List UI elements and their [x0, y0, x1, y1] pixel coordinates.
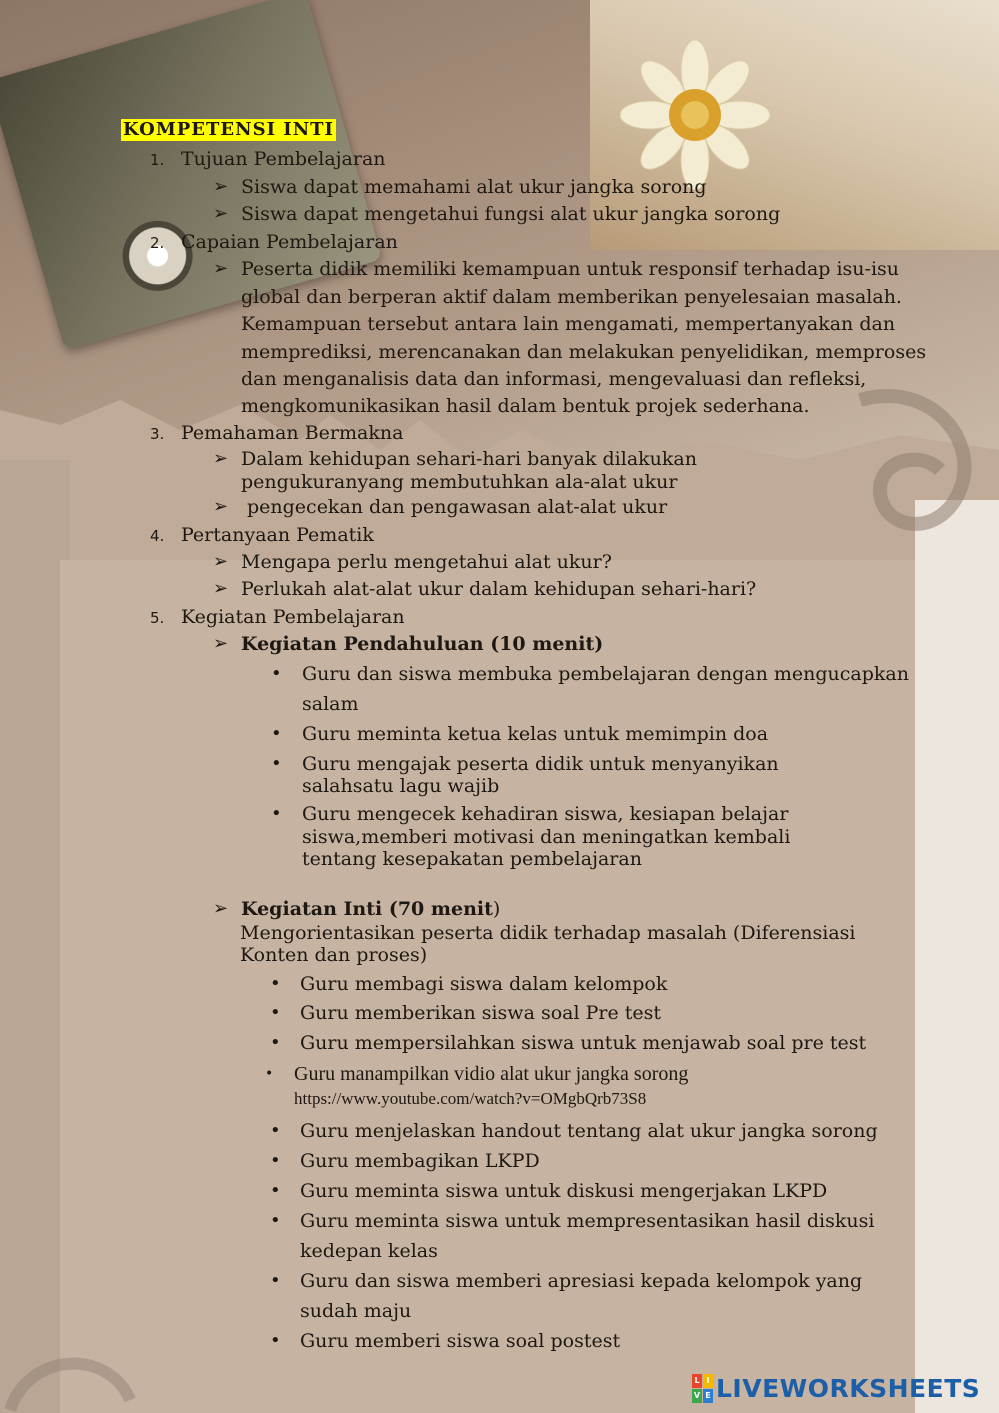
arrow-bullet-icon: ➢	[213, 448, 229, 469]
subsection-title-text: Kegiatan Inti (70 menit	[241, 898, 493, 920]
section-heading: KOMPETENSI INTI	[123, 119, 334, 140]
section-title: Capaian Pembelajaran	[181, 231, 398, 253]
list-item: Guru meminta siswa untuk diskusi mengerjakan LKPD	[300, 1180, 828, 1202]
section-number: 1.	[150, 151, 165, 169]
liveworksheets-logo[interactable]	[692, 1373, 980, 1403]
list-item: tentang kesepakatan pembelajaran	[302, 848, 642, 870]
intro-line: Konten dan proses)	[240, 944, 428, 966]
list-item: Siswa dapat memahami alat ukur jangka sorong	[241, 176, 707, 198]
bullet-icon: •	[270, 1002, 281, 1023]
bullet-icon: •	[270, 1330, 281, 1351]
logo-letter: I	[703, 1374, 713, 1388]
logo-letter: L	[692, 1374, 702, 1388]
section-title: Tujuan Pembelajaran	[181, 148, 386, 170]
list-item: Guru membagikan LKPD	[300, 1150, 540, 1172]
video-link[interactable]: https://www.youtube.com/watch?v=OMgbQrb73S8	[294, 1089, 647, 1108]
section-title: Pertanyaan Pematik	[181, 524, 374, 546]
list-item: Guru membagi siswa dalam kelompok	[300, 973, 668, 995]
list-item: Siswa dapat mengetahui fungsi alat ukur jangka sorong	[241, 203, 781, 225]
list-item: Guru memberikan siswa soal Pre test	[300, 1002, 661, 1024]
bullet-icon: •	[271, 723, 282, 744]
paragraph-line: Peserta didik memiliki kemampuan untuk responsif terhadap isu-isu	[241, 258, 900, 280]
bullet-icon: •	[270, 1120, 281, 1141]
list-item: Guru dan siswa membuka pembelajaran dengan mengucapkan	[302, 663, 909, 685]
arrow-bullet-icon: ➢	[213, 258, 229, 279]
logo-text: LIVEWORKSHEETS	[716, 1373, 981, 1403]
bullet-icon: •	[270, 1150, 281, 1171]
list-item: pengukuranyang membutuhkan ala-alat ukur	[241, 471, 678, 493]
list-item: siswa,memberi motivasi dan meningatkan kembali	[302, 826, 791, 848]
list-item: Dalam kehidupan sehari-hari banyak dilakukan	[241, 448, 697, 470]
list-item: sudah maju	[300, 1300, 412, 1322]
list-item: kedepan kelas	[300, 1240, 438, 1262]
bullet-icon: •	[270, 1270, 281, 1291]
bullet-icon: •	[271, 803, 282, 824]
list-item: Perlukah alat-alat ukur dalam kehidupan sehari-hari?	[241, 578, 757, 600]
list-item: Guru manampilkan vidio alat ukur jangka sorong	[294, 1063, 689, 1085]
arrow-bullet-icon: ➢	[213, 633, 229, 654]
arrow-bullet-icon: ➢	[213, 551, 229, 572]
bullet-icon: •	[270, 1210, 281, 1231]
list-item: Guru mengecek kehadiran siswa, kesiapan belajar	[302, 803, 789, 825]
paragraph-line: memprediksi, merencanakan dan melakukan penyelidikan, memproses	[241, 341, 927, 363]
list-item: Guru mengajak peserta didik untuk menyanyikan	[302, 753, 779, 775]
bullet-icon: •	[270, 973, 281, 994]
bullet-icon: •	[271, 663, 282, 684]
section-title: Kegiatan Pembelajaran	[181, 606, 405, 628]
bullet-icon: •	[271, 753, 282, 774]
subsection-title	[241, 898, 500, 920]
arrow-bullet-icon: ➢	[213, 203, 229, 224]
arrow-bullet-icon: ➢	[213, 496, 229, 517]
list-item: Guru mempersilahkan siswa untuk menjawab soal pre test	[300, 1032, 867, 1054]
list-item: salahsatu lagu wajib	[302, 775, 500, 797]
bullet-icon: •	[270, 1032, 281, 1053]
list-item: Guru dan siswa memberi apresiasi kepada kelompok yang	[300, 1270, 863, 1292]
logo-mark-icon	[692, 1374, 713, 1403]
list-item: Mengapa perlu mengetahui alat ukur?	[241, 551, 612, 573]
paragraph-line: mengkomunikasikan hasil dalam bentuk projek sederhana.	[241, 395, 810, 417]
list-item: Guru meminta siswa untuk mempresentasikan hasil diskusi	[300, 1210, 875, 1232]
list-item: pengecekan dan pengawasan alat-alat ukur	[247, 496, 668, 518]
section-title: Pemahaman Bermakna	[181, 422, 404, 444]
bullet-icon: •	[265, 1066, 274, 1082]
paragraph-line: dan menganalisis data dan informasi, mengevaluasi dan refleksi,	[241, 368, 867, 390]
arrow-bullet-icon: ➢	[213, 898, 229, 919]
arrow-bullet-icon: ➢	[213, 578, 229, 599]
paragraph-line: Kemampuan tersebut antara lain mengamati, mempertanyakan dan	[241, 313, 896, 335]
list-item: Guru menjelaskan handout tentang alat ukur jangka sorong	[300, 1120, 878, 1142]
section-number: 2.	[150, 234, 165, 252]
list-item: Guru memberi siswa soal postest	[300, 1330, 621, 1352]
section-number: 5.	[150, 609, 165, 627]
list-item: Guru meminta ketua kelas untuk memimpin doa	[302, 723, 769, 745]
logo-letter: E	[703, 1389, 713, 1403]
subsection-title: Kegiatan Pendahuluan (10 menit)	[241, 633, 604, 655]
paragraph-line: global dan berperan aktif dalam memberikan penyelesaian masalah.	[241, 286, 902, 308]
subsection-title-close: )	[492, 898, 501, 920]
section-number: 4.	[150, 527, 165, 545]
list-item: salam	[302, 693, 359, 715]
intro-line: Mengorientasikan peserta didik terhadap masalah (Diferensiasi	[240, 922, 856, 944]
bullet-icon: •	[270, 1180, 281, 1201]
logo-letter: V	[692, 1389, 702, 1403]
section-number: 3.	[150, 425, 165, 443]
arrow-bullet-icon: ➢	[213, 176, 229, 197]
